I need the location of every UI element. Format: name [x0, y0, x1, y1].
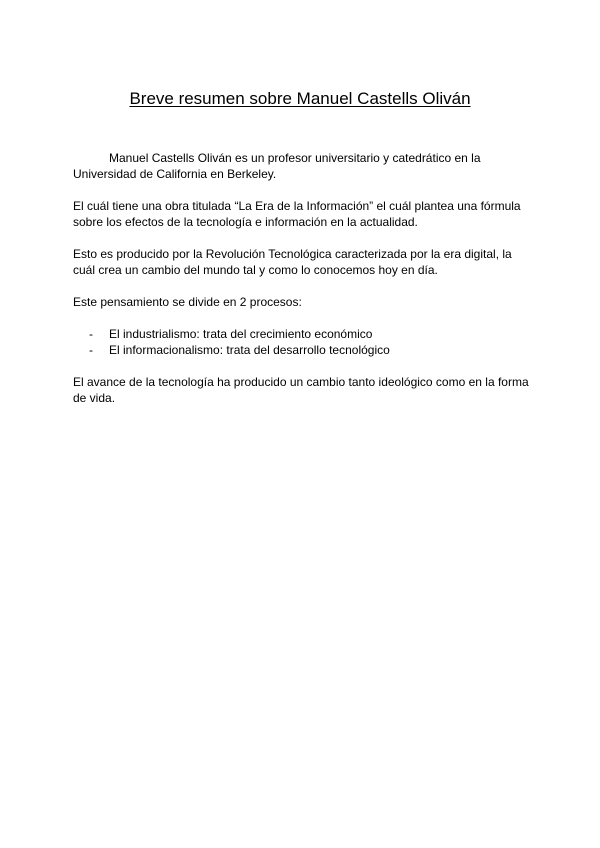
paragraph-intro: Manuel Castells Oliván es un profesor universitario y catedrático en la Universidad de California en Berkeley.: [73, 151, 481, 181]
document-title: Breve resumen sobre Manuel Castells Oliván: [129, 89, 471, 108]
list-item: [73, 326, 533, 342]
paragraph-obra: El cuál tiene una obra titulada “La Era de la Información” el cuál plantea una fórmula sobre los efectos de la tecnología e información en la actualidad.: [73, 199, 521, 229]
list-item: [73, 342, 533, 358]
process-list: [73, 326, 533, 358]
list-item-text: El industrialismo: trata del crecimiento económico: [109, 327, 373, 341]
paragraph-revolucion: Esto es producido por la Revolución Tecnológica caracterizada por la era digital, la cuál crea un cambio del mundo tal y como lo conocemos hoy en día.: [73, 247, 512, 277]
list-dash-marker: -: [89, 327, 93, 341]
list-item-text: El informacionalismo: trata del desarrollo tecnológico: [109, 343, 390, 357]
list-dash-marker: -: [89, 343, 93, 357]
paragraph-procesos: Este pensamiento se divide en 2 procesos:: [73, 295, 302, 309]
paragraph-conclusion: El avance de la tecnología ha producido un cambio tanto ideológico como en la forma de vida.: [73, 375, 529, 405]
